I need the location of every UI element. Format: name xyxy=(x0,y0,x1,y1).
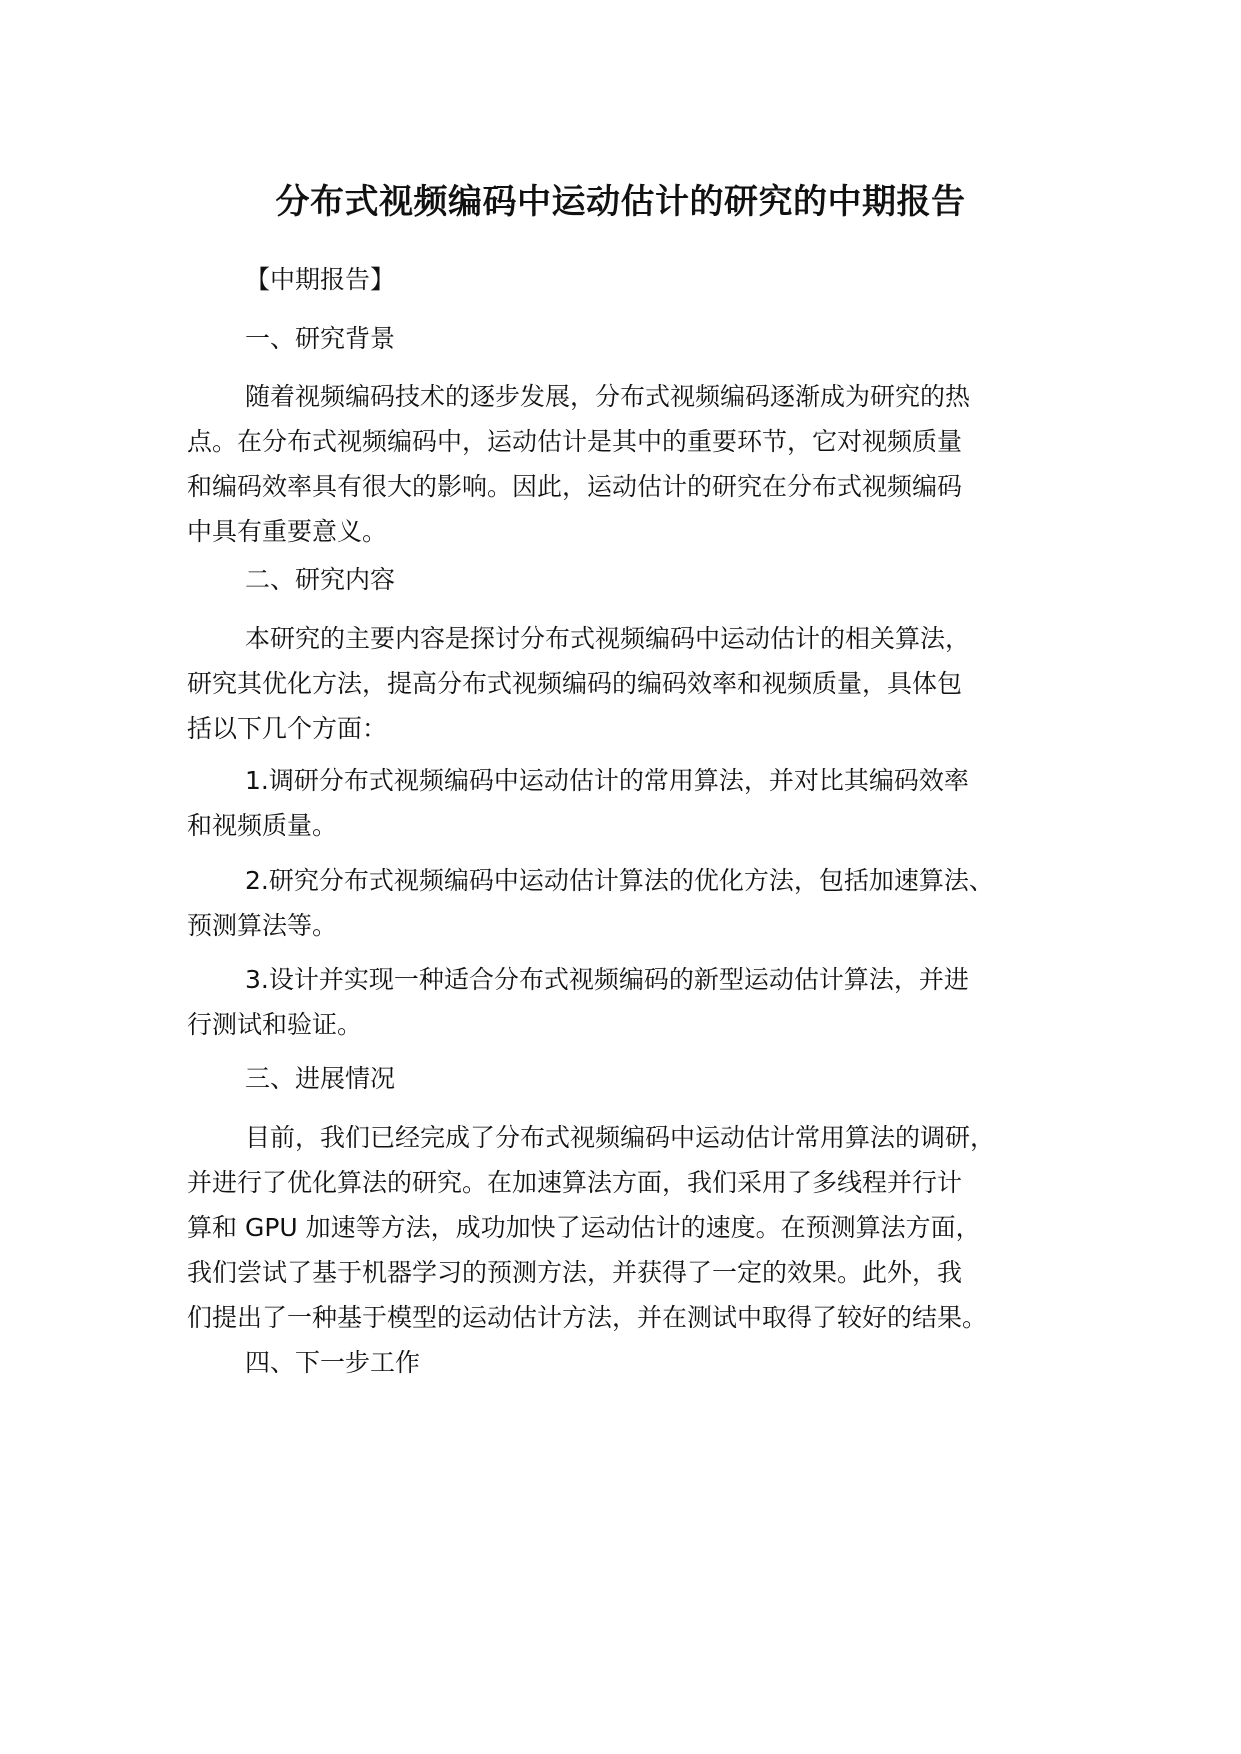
paragraph-content-intro xyxy=(187,616,1027,751)
paragraph-line: 并进行了优化算法的研究。在加速算法方面，我们采用了多线程并行计 xyxy=(187,1168,963,1197)
paragraph-line: 点。在分布式视频编码中，运动估计是其中的重要环节，它对视频质量 xyxy=(187,427,963,456)
paragraph-line: 本研究的主要内容是探讨分布式视频编码中运动估计的相关算法， xyxy=(245,624,971,653)
list-item-line: 3.设计并实现一种适合分布式视频编码的新型运动估计算法，并进 xyxy=(245,965,969,994)
paragraph-line: 随着视频编码技术的逐步发展，分布式视频编码逐渐成为研究的热 xyxy=(245,382,971,411)
paragraph-line: 我们尝试了基于机器学习的预测方法，并获得了一定的效果。此外，我 xyxy=(187,1258,963,1287)
section-heading-text: 一、研究背景 xyxy=(245,324,396,353)
paragraph-background xyxy=(187,374,1027,554)
report-label xyxy=(187,257,1027,302)
document-title: 分布式视频编码中运动估计的研究的中期报告 xyxy=(275,182,966,222)
section-heading-text: 三、进展情况 xyxy=(245,1064,396,1093)
paragraph-line: 中具有重要意义。 xyxy=(187,517,388,546)
list-item-3 xyxy=(187,957,1027,1047)
paragraph-progress xyxy=(187,1115,1027,1340)
section-heading-next-steps xyxy=(187,1340,1027,1385)
list-item-1 xyxy=(187,758,1027,848)
section-heading-content xyxy=(187,557,1027,602)
list-item-line: 和视频质量。 xyxy=(187,811,338,840)
section-heading-text: 四、下一步工作 xyxy=(245,1348,421,1377)
list-item-line: 预测算法等。 xyxy=(187,911,338,940)
paragraph-line: 括以下几个方面： xyxy=(187,714,388,743)
paragraph-line: 目前，我们已经完成了分布式视频编码中运动估计常用算法的调研， xyxy=(245,1123,996,1152)
list-item-line: 行测试和验证。 xyxy=(187,1010,363,1039)
paragraph-line: 算和 GPU 加速等方法，成功加快了运动估计的速度。在预测算法方面， xyxy=(187,1213,981,1242)
section-heading-progress xyxy=(187,1056,1027,1101)
paragraph-line: 们提出了一种基于模型的运动估计方法，并在测试中取得了较好的结果。 xyxy=(187,1303,988,1332)
list-item-2 xyxy=(187,858,1027,948)
paragraph-line: 研究其优化方法，提高分布式视频编码的编码效率和视频质量，具体包 xyxy=(187,669,963,698)
list-item-line: 2.研究分布式视频编码中运动估计算法的优化方法，包括加速算法、 xyxy=(245,866,994,895)
paragraph-line: 和编码效率具有很大的影响。因此，运动估计的研究在分布式视频编码 xyxy=(187,472,963,501)
report-label-text: 【中期报告】 xyxy=(245,265,396,294)
list-item-line: 1.调研分布式视频编码中运动估计的常用算法，并对比其编码效率 xyxy=(245,766,969,795)
section-heading-text: 二、研究内容 xyxy=(245,565,396,594)
section-heading-background xyxy=(187,316,1027,361)
